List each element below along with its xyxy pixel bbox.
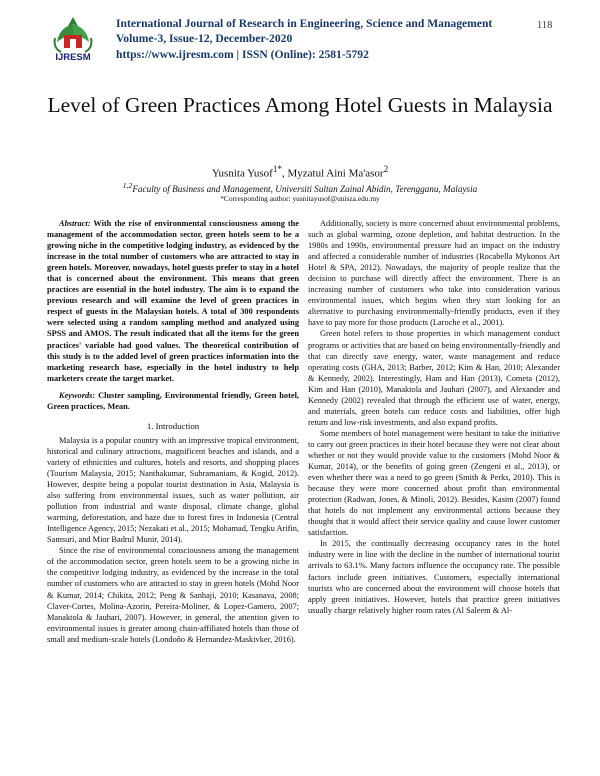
journal-url-issn: https://www.ijresm.com | ISSN (Online): 2581-5792 (116, 47, 369, 61)
paragraph: Green hotel refers to those properties in which management conduct programs or activities that are based on being environmentally-friendly and that can directly save energy, water, waste management and reduce operating costs (GHA, 2013; Barber, 2012; Kim & Han, 2010; Alexander & Kennedy, 2002). Interestingly, Ham and Han (2013), Cometa (2012), Kim and Han (2010), Manaktola and Jauhari (2007), and Alexander and Kennedy (2002) revealed that through the efficient use of water, energy, and materials, green hotels can reduce costs and liabilities, offer high return and low-risk investments, and also expand profits. (308, 329, 560, 427)
paragraph: Additionally, society is more concerned about environmental problems, such as global warming, ozone depletion, and habitat destruction. In the 1980s and 1990s, environmental pressure had an impact on the industry and affected a considerable number of industries (Rocabella Mykonos Art Hotel & SPA, 2012). Nowadays, the majority of people realize that the decision to purchase will directly affect the environment. There is an increasing number of customers who take into consideration various environmental issues, which begins when they start looking for an alternative to purchasing environmentally-friendly products, even if they have to pay more for those products (Laroche et al., 2001). (308, 219, 560, 328)
journal-name: International Journal of Research in Engineering, Science and Management (116, 17, 493, 30)
author-1: Yusnita Yusof (211, 167, 273, 180)
journal-header (116, 16, 546, 62)
paper-title: Level of Green Practices Among Hotel Guests in Malaysia (47, 93, 553, 117)
author-line (40, 164, 560, 180)
keywords (47, 390, 299, 412)
abstract-label: Abstract: (59, 219, 91, 228)
journal-logo-icon (47, 14, 99, 62)
corresponding-author: *Corresponding author: yusnitayusof@unisza.edu.my (220, 194, 380, 203)
affiliation (40, 181, 560, 194)
affiliation-sup: 1,2 (122, 181, 133, 190)
author-separator: , (282, 167, 288, 180)
author-2-sup: 2 (383, 164, 389, 174)
logo-text: IJRESM (55, 52, 91, 62)
affiliation-text: Faculty of Business and Management, Universiti Sultan Zainal Abidin, Terengganu, Malaysia (132, 184, 478, 195)
abstract-text: With the rise of environmental consciousness among the management of the accommodation sector, green hotels seem to be a growing niche in the competitive lodging industry, as evidenced by the increase in the total number of customers who are attracted to stay in green hotels. Moreover, nowadays, hotel guests prefer to stay in a hotel that is concerned about the environment. This means that green practices are essential in the hotel industry. The aim is to expand the previous research and will examine the level of green practices in respect of guests in the Malaysian hotels. A total of 300 respondents were selected using a random sampling method and analyzed using SPSS and AMOS. The result indicated that all the items for the green practices' variable had good values. The theoretical contribution of this study is to the added level of green practices information into the marketing research base, especially in the hotel industry to help marketers create the target market. (47, 219, 300, 383)
section-heading-introduction: 1. Introduction (146, 420, 200, 431)
paragraph: Since the rise of environmental consciousness among the management of the accommodation sector, green hotels seem to be a growing niche in the competitive lodging industry, as evidenced by the increase in the total number of customers who are attracted to stay in green hotels (Mohd Noor & Kumar, 2014; Chikita, 2012; Peng & Sanhaji, 2010; Kasanava, 2008; Claver-Cortes, Molina-Azorin, Pereira-Moliner, & Lopez-Gamero, 2007; Manaktola & Jauhari, 2007). However, in general, the attention given to environmental issues is greater among chain-affiliated hotels than those of small and medium-scale hotels (Londoño & Hernandez-Maskivker, 2016). (47, 546, 299, 644)
right-column (308, 218, 560, 616)
keywords-text: : Cluster sampling, Environmental friendly, Green hotel, Green practices, Mean. (47, 390, 299, 411)
keywords-label: Keywords (59, 390, 93, 400)
page-number: 118 (537, 20, 553, 31)
author-2: Myzatul Aini Ma'asor (287, 167, 384, 180)
left-column (47, 218, 299, 645)
abstract (47, 218, 299, 384)
author-1-sup: 1* (272, 164, 282, 174)
volume-issue: Volume-3, Issue-12, December-2020 (116, 32, 293, 46)
paragraph: Malaysia is a popular country with an impressive tropical environment, historical and culinary attractions, magnificent beaches and islands, and a variety of ethnicities and cultures, hotels and resorts, and shopping places (Tourism Malaysia, 2015; Nanthakumar, Subramaniam, & Kogid, 2012). However, despite being a popular tourist destination in Asia, Malaysia is also suffering from environmental issues, such as water pollution, air pollution from industrial and waste disposal, climate change, global warming, deforestation, and haze due to forest fires in Indonesia (Central Intelligence Agency, 2015; Nezakati et al., 2015; Mohamad, Tengku Arifin, Samsuri, and Mior Badrul Munir, 2014). (47, 435, 299, 545)
paragraph: Some members of hotel management were hesitant to take the initiative to carry out green practices in their hotel because they were not clear about whether or not they would provide value to the customers (Mohd Noor & Kumar, 2014), or the benefits of going green (Zengeni et al., 2013), or even whether there was a need to go green (Smith & Perks, 2010). This is because they were more concerned about profit than environmental protection (Radwan, Jones, & Minoli, 2012). Besides, Kasim (2007) found that hotels do not implement any environmental actions because they thought that it would affect their service quality and cause lower customer satisfaction. (308, 428, 560, 538)
paragraph: In 2015, the continually decreasing occupancy rates in the hotel industry were in line with the decline in the number of international tourist arrivals to 63.1%. Many factors influence the occupancy rate. The possible factors include green initiatives. Customers, especially international tourists who are concerned about the environment will choose hotels that apply green initiatives. However, hotels that practice green initiatives usually charge relatively higher room rates (Al Saleem & Al- (308, 539, 560, 615)
